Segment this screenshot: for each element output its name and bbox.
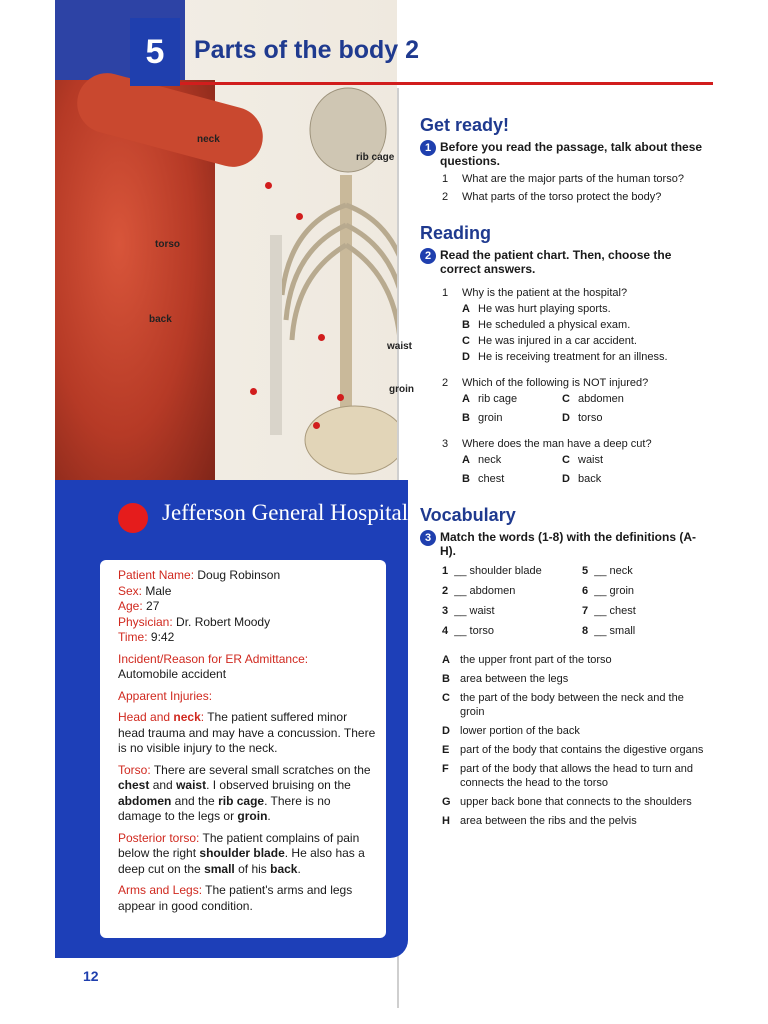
vocab-word[interactable]: 3 __ waist [442,605,495,617]
instruction-number-icon: 3 [420,530,436,546]
vocab-word[interactable]: 1 __ shoulder blade [442,565,542,577]
skeleton-illustration [270,85,397,480]
vocabulary-heading: Vocabulary [420,505,516,525]
vocab-word[interactable]: 4 __ torso [442,625,494,637]
vocab-word[interactable]: 7 __ chest [582,605,636,617]
time-row: Time: 9:42 [118,630,175,644]
answer-option[interactable]: A rib cage [462,393,518,405]
answer-option[interactable]: D He is receiving treatment for an illness. [462,351,668,363]
patient-chart [100,560,386,938]
definition-item: E part of the body that contains the digestive organs [442,744,704,756]
label-neck: neck [197,134,220,145]
vocabulary-word-list [442,564,710,638]
page-title: Parts of the body 2 [194,36,420,64]
marker-neck [265,182,272,189]
answer-option[interactable]: D back [562,473,602,485]
label-rib-cage: rib cage [356,152,395,163]
list-item: 2 What parts of the torso protect the body? [442,191,662,203]
definition-item: C the part of the body between the neck and the groin [442,692,684,718]
marker-groin [313,422,320,429]
vocabulary-instruction: 3 Match the words (1-8) with the definitions (A-H). [420,530,710,558]
definition-item: B area between the legs [442,673,569,685]
question-3-options [462,453,710,486]
posterior-paragraph: Posterior torso: The patient complains of pain below the right shoulder blade. He also has a deep cut on the small of his back. [118,830,365,876]
answer-option[interactable]: C waist [562,454,604,466]
age-row: Age: 27 [118,599,160,613]
spacer [420,638,710,648]
answer-option[interactable]: C abdomen [562,393,624,405]
vocab-word[interactable]: 5 __ neck [582,565,633,577]
patient-name-row: Patient Name: Doug Robinson [118,568,281,582]
instruction-number-icon: 1 [420,140,436,156]
incident-row: Incident/Reason for ER Admittance: Automobile accident [118,651,309,681]
definition-item: A the upper front part of the torso [442,654,612,666]
vocab-word[interactable]: 8 __ small [582,625,636,637]
definition-item: F part of the body that allows the head to turn and connects the head to the torso [442,763,693,789]
answer-option[interactable]: D torso [562,412,603,424]
reading-heading: Reading [420,223,492,243]
definition-item: G upper back bone that connects to the shoulders [442,796,692,808]
exercise-column [420,115,710,828]
answer-option[interactable]: A neck [462,454,502,466]
anatomy-photo [55,0,397,490]
sex-row: Sex: Male [118,583,172,598]
vocab-word[interactable]: 6 __ groin [582,585,635,597]
question-2: 2 Which of the following is NOT injured? [442,377,649,389]
physician-row: Physician: Dr. Robert Moody [118,614,271,629]
list-item: 1 What are the major parts of the human torso? [442,173,684,185]
hospital-logo-dot [118,503,148,533]
marker-torso [318,334,325,341]
answer-option[interactable]: C He was injured in a car accident. [462,335,637,347]
torso-paragraph: Torso: There are several small scratches on the chest and waist. I observed bruising on the abdomen and the rib cage. There is no damage to the legs or groin. [118,762,371,823]
page-number: 12 [83,968,99,984]
answer-option[interactable]: B chest [462,473,505,485]
head-paragraph: Head and neck: The patient suffered minor head trauma and may have a concussion. There is no visible injury to the neck. [118,710,376,755]
get-ready-heading: Get ready! [420,115,510,135]
question-3: 3 Where does the man have a deep cut? [442,438,652,450]
header-rule [180,82,713,85]
definition-item: D lower portion of the back [442,725,580,737]
arms-paragraph: Arms and Legs: The patient's arms and legs appear in good condition. [118,883,353,913]
marker-back [250,388,257,395]
unit-number-badge: 5 [130,18,180,86]
hospital-name: Jefferson General Hospital [162,500,409,525]
get-ready-instruction: 1 Before you read the passage, talk about these questions. [420,140,710,168]
label-groin: groin [389,384,414,395]
marker-waist [337,394,344,401]
question-1: 1 Why is the patient at the hospital? [442,287,628,299]
definition-item: H area between the ribs and the pelvis [442,815,637,827]
reading-instruction: 2 Read the patient chart. Then, choose the correct answers. [420,248,710,276]
question-2-options [462,392,710,425]
injuries-label: Apparent Injuries: [118,688,213,703]
label-torso: torso [155,239,180,250]
vocab-word[interactable]: 2 __ abdomen [442,585,516,597]
answer-option[interactable]: B groin [462,412,503,424]
marker-rib-cage [296,213,303,220]
answer-option[interactable]: A He was hurt playing sports. [462,303,611,315]
instruction-number-icon: 2 [420,248,436,264]
label-back: back [149,314,172,325]
answer-option[interactable]: B He scheduled a physical exam. [462,319,631,331]
label-waist: waist [387,341,413,352]
